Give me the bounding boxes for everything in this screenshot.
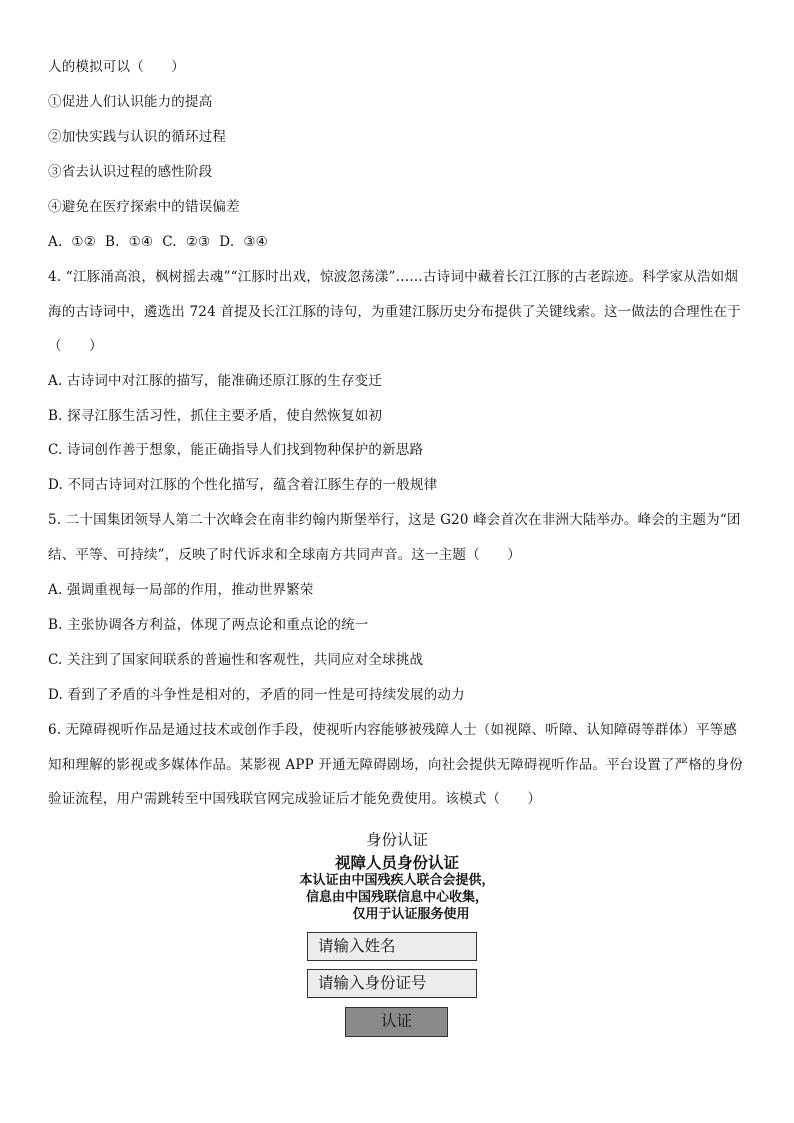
q3-item-3: ③省去认识过程的感性阶段	[48, 164, 213, 180]
q5-stem-line-2: 结、平等、可持续”，反映了时代诉求和全球南方共同声音。这一主题（ ）	[48, 547, 521, 563]
q5-option-a: A. 强调重视每一局部的作用，推动世界繁荣	[48, 582, 314, 598]
q4-option-a: A. 古诗词中对江豚的描写，能准确还原江豚的生存变迁	[48, 373, 383, 389]
q4-stem-line-1: 4. “江豚涌高浪，枫树摇去魂”“江豚时出戏，惊波忽荡漾”……古诗词中藏着长江江豚的古老踪迹。科学家从浩如烟	[48, 269, 739, 285]
q3-options: A. ①② B. ①④ C. ②③ D. ③④	[48, 234, 268, 250]
q5-option-b: B. 主张协调各方利益，体现了两点论和重点论的统一	[48, 617, 369, 633]
verify-button[interactable]: 认证	[345, 1007, 448, 1037]
identity-verification-figure	[0, 822, 794, 1052]
q6-stem-line-3: 验证流程，用户需跳转至中国残联官网完成验证后才能免费使用。该模式（ ）	[48, 791, 542, 807]
figure-title: 身份认证	[365, 831, 428, 849]
name-input[interactable]: 请输入姓名	[307, 932, 477, 961]
q4-option-d: D. 不同古诗词对江豚的个性化描写，蕴含着江豚生存的一般规律	[48, 477, 438, 493]
q4-stem-line-2: 海的古诗词中，遴选出 724 首提及长江江豚的诗句，为重建江豚历史分布提供了关键线索。这一做法的合理性在于	[48, 304, 741, 320]
q5-stem-line-1: 5. 二十国集团领导人第二十次峰会在南非约翰内斯堡举行，这是 G20 峰会首次在非洲大陆举办。峰会的主题为“团	[48, 512, 741, 528]
figure-subtitle: 视障人员身份认证	[334, 853, 459, 872]
figure-note-line-1: 本认证由中国残疾人联合会提供，	[299, 873, 495, 888]
q3-item-2: ②加快实践与认识的循环过程	[48, 129, 227, 145]
q5-option-d: D. 看到了矛盾的斗争性是相对的，矛盾的同一性是可持续发展的动力	[48, 687, 465, 703]
q3-item-1: ①促进人们认识能力的提高	[48, 94, 213, 110]
q3-item-4: ④避免在医疗探索中的错误偏差	[48, 199, 240, 215]
q4-stem-line-3: （ ）	[48, 338, 103, 354]
id-number-input[interactable]: 请输入身份证号	[307, 969, 477, 998]
q4-option-c: C. 诗词创作善于想象，能正确指导人们找到物种保护的新思路	[48, 442, 424, 458]
q6-stem-line-1: 6. 无障碍视听作品是通过技术或创作手段，使视听内容能够被残障人士（如视障、听障、认知障碍等群体）平等感	[48, 722, 738, 738]
figure-note-line-3: 仅用于认证服务使用	[352, 907, 470, 922]
q4-option-b: B. 探寻江豚生活习性，抓住主要矛盾，使自然恢复如初	[48, 408, 383, 424]
q5-option-c: C. 关注到了国家间联系的普遍性和客观性，共同应对全球挑战	[48, 652, 424, 668]
q6-stem-line-2: 知和理解的影视或多媒体作品。某影视 APP 开通无障碍剧场，向社会提供无障碍视听作品。平台设置了严格的身份	[48, 757, 744, 773]
figure-note-line-2: 信息由中国残联信息中心收集，	[305, 890, 488, 905]
q3-stem-end: 人的模拟可以（ ）	[48, 59, 185, 75]
